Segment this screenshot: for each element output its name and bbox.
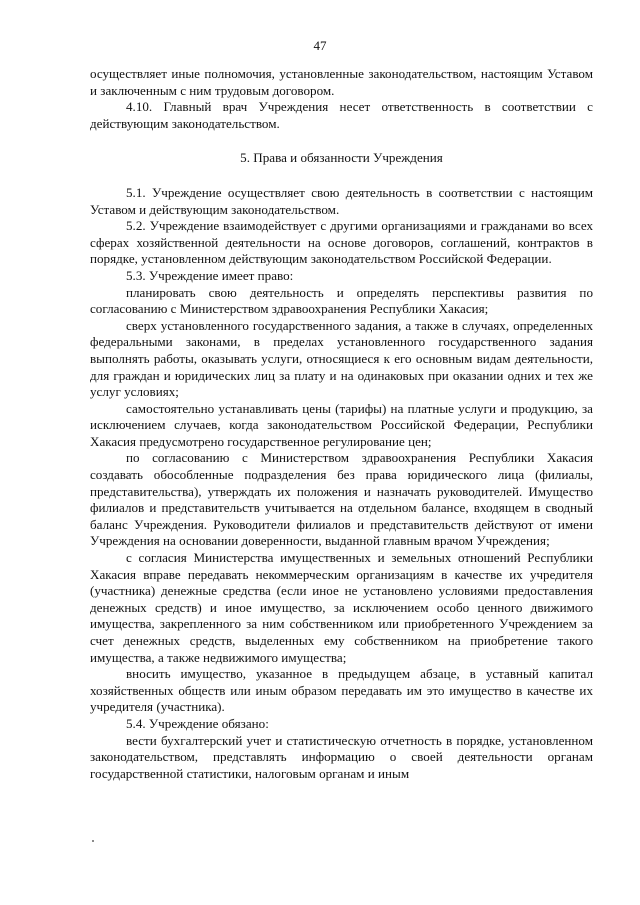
- paragraph-duty-accounting: вести бухгалтерский учет и статистическую отчетность в порядке, установленном законодательством, представлять информацию о своей деятельности органам государственной статистики, налоговым органам и иным: [90, 732, 593, 781]
- paragraph-5-2: 5.2. Учреждение взаимодействует с другими организациями и гражданами во всех сферах хозяйственной деятельности на основе договоров, соглашений, контрактов в порядке, установленном действующим законодательством Российской Федерации.: [90, 218, 593, 267]
- paragraph-right-plan: планировать свою деятельность и определять перспективы развития по согласованию с Министерством здравоохранения Республики Хакасия;: [90, 284, 593, 317]
- paragraph-4-10: 4.10. Главный врач Учреждения несет ответственность в соответствии с действующим законодательством.: [90, 99, 593, 131]
- page-number: 47: [313, 38, 327, 53]
- section-title: 5. Права и обязанности Учреждения: [240, 150, 443, 166]
- paragraph-5-3: 5.3. Учреждение имеет право:: [126, 267, 294, 283]
- paragraph-5-4: 5.4. Учреждение обязано:: [126, 715, 269, 731]
- paragraph-right-prices: самостоятельно устанавливать цены (тарифы) на платные услуги и продукцию, за исключением случаев, когда законодательством Российской Федерации, Республики Хакасия предусмотрено государственное регулирование цен;: [90, 400, 593, 449]
- paragraph-continuation: осуществляет иные полномочия, установленные законодательством, настоящим Уставом и заключенным с ним трудовым договором.: [90, 66, 593, 98]
- paragraph-right-paid-services: сверх установленного государственного задания, а также в случаях, определенных федеральными законами, в пределах установленного государственного задания выполнять работы, оказывать услуги, относящиеся к его основным видам деятельности, для граждан и юридических лиц за плату и на одинаковых при оказании одних и тех же услуг условиях;: [90, 317, 593, 400]
- paragraph-right-transfer-funds: с согласия Министерства имущественных и земельных отношений Республики Хакасия вправе передавать некоммерческим организациям в качестве их учредителя (участника) денежные средства (если иное не установлено условиями предоставления денежных средств) и иное имущество, за исключением особо ценного движимого имущества, закрепленного за ним собственником или приобретенного Учреждением за счет денежных средств, выделенных ему собственником на приобретение такого имущества, а также недвижимого имущества;: [90, 550, 593, 665]
- paragraph-5-1: 5.1. Учреждение осуществляет свою деятельность в соответствии с настоящим Уставом и действующим законодательством.: [90, 184, 593, 217]
- paragraph-right-contribute-property: вносить имущество, указанное в предыдущем абзаце, в уставный капитал хозяйственных обществ или иным образом передавать им это имущество в качестве их учредителя (участника).: [90, 666, 593, 715]
- scan-speck: [92, 840, 94, 842]
- document-body: [90, 66, 593, 782]
- paragraph-right-branches: по согласованию с Министерством здравоохранения Республики Хакасия создавать обособленные подразделения без права юридического лица (филиалы, представительства), утверждать их положения и назначать руководителей. Имущество филиалов и представительств учитывается на отдельном балансе, входящем в сводный баланс Учреждения. Руководители филиалов и представительств действуют от имени Учреждения на основании доверенности, выданной главным врачом Учреждения;: [90, 450, 593, 549]
